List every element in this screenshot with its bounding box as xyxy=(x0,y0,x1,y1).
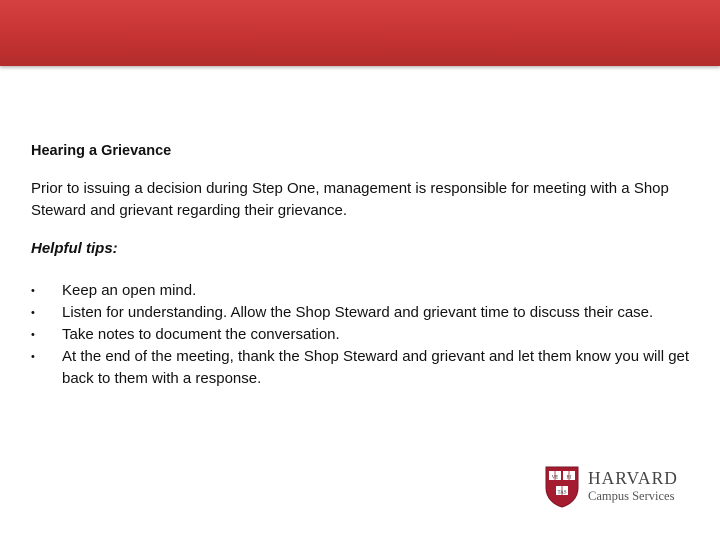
list-item xyxy=(31,324,691,346)
tip-text: At the end of the meeting, thank the Shop Steward and grievant and let them know you will get back to them with a response. xyxy=(62,348,690,387)
harvard-logo xyxy=(545,466,695,510)
slide-content xyxy=(31,140,691,390)
shield-text-ri: RI xyxy=(566,475,572,481)
list-item xyxy=(31,280,691,302)
shield-text-tas: TAS xyxy=(557,490,567,496)
logo-subtitle: Campus Services xyxy=(588,489,675,503)
slide-heading: Hearing a Grievance xyxy=(31,143,172,159)
shield-icon xyxy=(545,466,579,508)
bullet-icon: • xyxy=(31,329,35,341)
shield-text-ve: VE xyxy=(551,475,559,481)
bullet-icon: • xyxy=(31,351,35,363)
header-banner xyxy=(0,0,720,66)
tips-list xyxy=(31,280,691,390)
bullet-icon: • xyxy=(31,285,35,297)
list-item xyxy=(31,346,691,390)
bullet-icon: • xyxy=(31,307,35,319)
logo-name: HARVARD xyxy=(588,468,678,488)
tip-text: Take notes to document the conversation. xyxy=(62,326,340,343)
tips-heading: Helpful tips: xyxy=(31,240,118,257)
tip-text: Keep an open mind. xyxy=(62,282,197,299)
tip-text: Listen for understanding. Allow the Shop Steward and grievant time to discuss their case. xyxy=(62,304,654,321)
intro-paragraph: Prior to issuing a decision during Step One, management is responsible for meeting with a Shop Steward and grievant regarding their grievance. xyxy=(31,180,669,219)
list-item xyxy=(31,302,691,324)
